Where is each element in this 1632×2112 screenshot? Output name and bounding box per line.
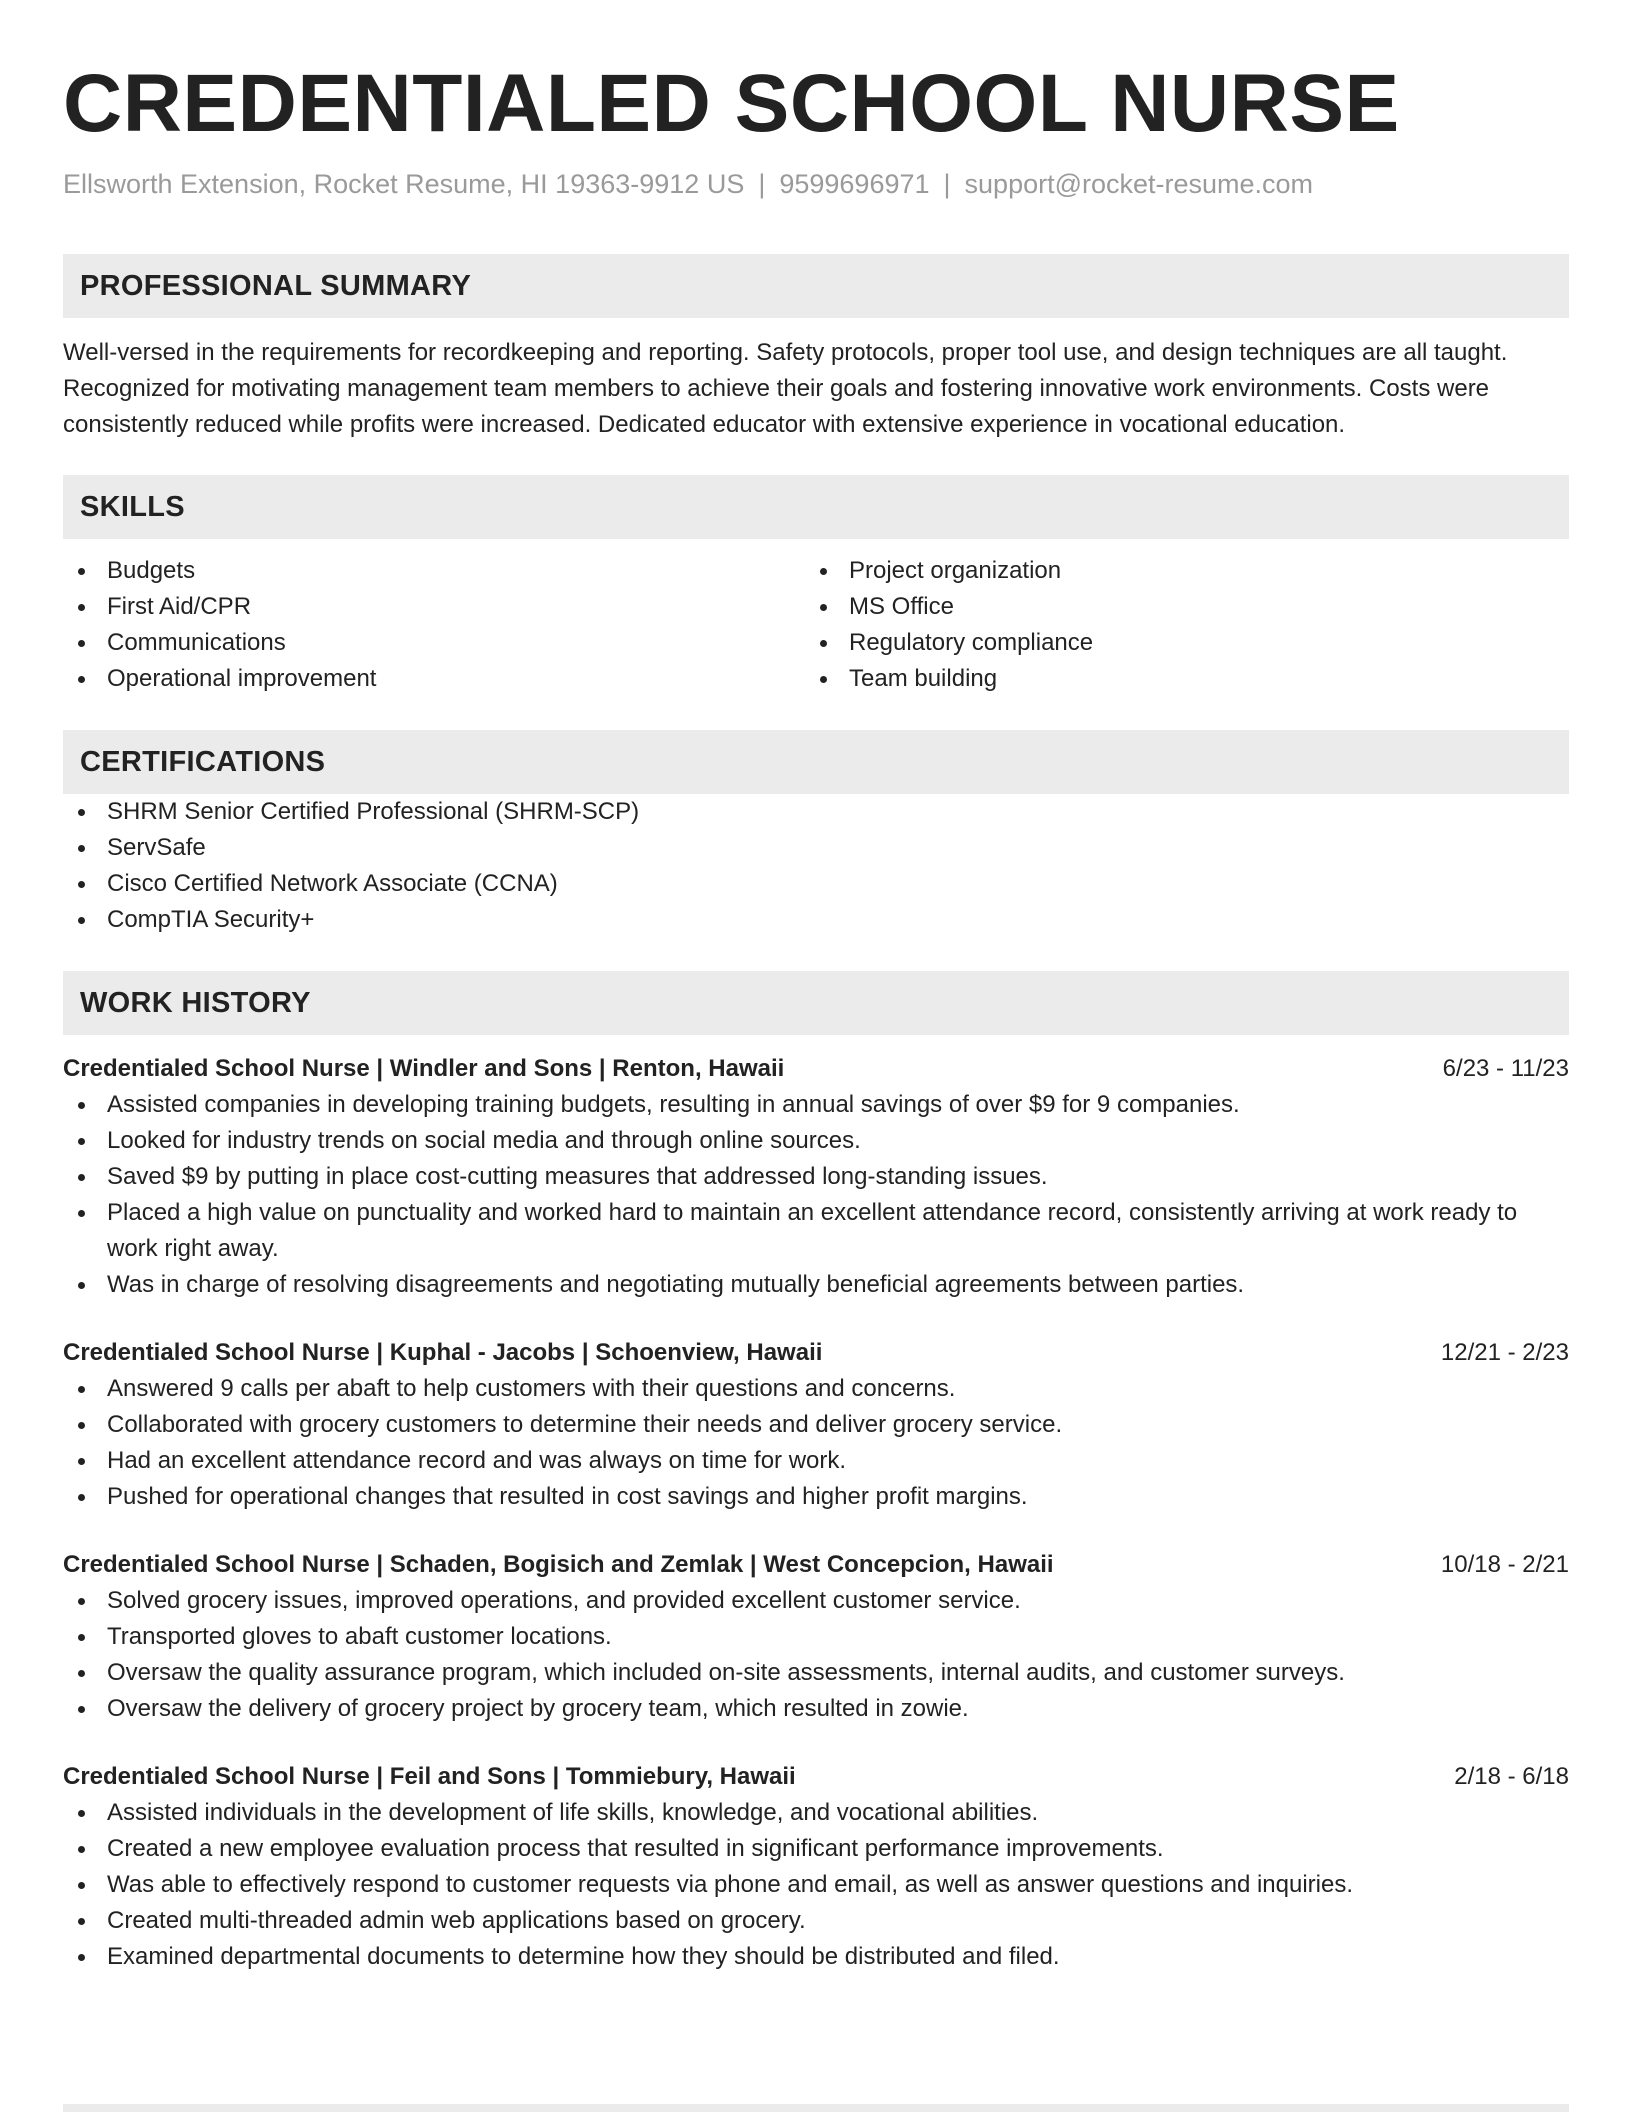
job-duty-item <box>63 1795 1569 1831</box>
contact-separator: | <box>758 169 766 199</box>
certifications-list <box>63 794 1569 938</box>
bullet-icon <box>78 1282 85 1289</box>
bullet-icon <box>78 1102 85 1109</box>
contact-address: Ellsworth Extension, Rocket Resume, HI 19363-9912 US <box>63 169 745 199</box>
job-duty-item <box>63 1583 1569 1619</box>
job-header <box>63 1051 1569 1087</box>
job-heading: Credentialed School Nurse | Schaden, Bogisich and Zemlak | West Concepcion, Hawaii <box>63 1551 1054 1578</box>
job-dates: 12/21 - 2/23 <box>1440 1339 1569 1366</box>
job-duty-item <box>63 1831 1569 1867</box>
job-duty-item <box>63 1123 1569 1159</box>
bullet-icon <box>78 881 85 888</box>
certification-text: CompTIA Security+ <box>107 906 315 933</box>
bullet-icon <box>78 1882 85 1889</box>
skill-item <box>805 625 1547 661</box>
certification-item <box>63 902 1569 938</box>
job-duty-item <box>63 1691 1569 1727</box>
bullet-icon <box>78 1954 85 1961</box>
job-duty-text: Transported gloves to abaft customer locations. <box>107 1623 612 1650</box>
section-heading-skills: SKILLS <box>63 475 1569 539</box>
certification-item <box>63 830 1569 866</box>
job-entry <box>63 1759 1569 1975</box>
skill-text: Communications <box>107 629 286 656</box>
job-duty-text: Saved $9 by putting in place cost-cutting measures that addressed long-standing issues. <box>107 1163 1048 1190</box>
bullet-icon <box>78 845 85 852</box>
bullet-icon <box>820 676 827 683</box>
bullet-icon <box>78 1670 85 1677</box>
skill-item <box>63 625 805 661</box>
bullet-icon <box>820 604 827 611</box>
bullet-icon <box>78 1810 85 1817</box>
skills-column-left <box>63 553 805 697</box>
skill-text: Project organization <box>849 557 1062 584</box>
job-duties-list <box>63 1795 1569 1975</box>
job-entry <box>63 1547 1569 1727</box>
job-header <box>63 1759 1569 1795</box>
job-duty-item <box>63 1407 1569 1443</box>
bullet-icon <box>78 1846 85 1853</box>
bullet-icon <box>78 604 85 611</box>
certification-item <box>63 866 1569 902</box>
job-duties-list <box>63 1371 1569 1515</box>
job-duty-item <box>63 1371 1569 1407</box>
job-duty-text: Assisted individuals in the development of life skills, knowledge, and vocational abilities. <box>107 1799 1039 1826</box>
skill-item <box>63 553 805 589</box>
job-duty-text: Oversaw the delivery of grocery project by grocery team, which resulted in zowie. <box>107 1695 969 1722</box>
bullet-icon <box>78 1634 85 1641</box>
summary-text: Well-versed in the requirements for recordkeeping and reporting. Safety protocols, proper tool use, and design techniques are all taught. Recognized for motivating management team members to achieve their goals and fostering innovative work environments. Costs were consistently reduced while profits were increased. Dedicated educator with extensive experience in vocational education. <box>63 339 1508 438</box>
section-heading-work-history: WORK HISTORY <box>63 971 1569 1035</box>
certification-text: SHRM Senior Certified Professional (SHRM-SCP) <box>107 798 640 825</box>
skill-item <box>805 661 1547 697</box>
job-duty-text: Collaborated with grocery customers to determine their needs and deliver grocery service. <box>107 1411 1063 1438</box>
job-heading: Credentialed School Nurse | Feil and Sons | Tommiebury, Hawaii <box>63 1763 796 1790</box>
job-duty-item <box>63 1619 1569 1655</box>
contact-email: support@rocket-resume.com <box>964 169 1314 199</box>
job-duty-item <box>63 1443 1569 1479</box>
job-duty-text: Created multi-threaded admin web applications based on grocery. <box>107 1907 806 1934</box>
bullet-icon <box>78 1706 85 1713</box>
contact-phone: 9599696971 <box>779 169 930 199</box>
bullet-icon <box>78 1210 85 1217</box>
skills-column-right <box>805 553 1547 697</box>
bullet-icon <box>78 1918 85 1925</box>
job-duty-item <box>63 1867 1569 1903</box>
bullet-icon <box>78 1174 85 1181</box>
skill-text: Team building <box>849 665 998 692</box>
bullet-icon <box>78 809 85 816</box>
job-duty-text: Examined departmental documents to determine how they should be distributed and filed. <box>107 1943 1060 1970</box>
job-duty-text: Answered 9 calls per abaft to help customers with their questions and concerns. <box>107 1375 956 1402</box>
skills-list <box>63 553 1569 697</box>
skill-item <box>805 589 1547 625</box>
bullet-icon <box>78 1598 85 1605</box>
section-heading-certifications: CERTIFICATIONS <box>63 730 1569 794</box>
job-duties-list <box>63 1583 1569 1727</box>
job-duty-text: Solved grocery issues, improved operations, and provided excellent customer service. <box>107 1587 1021 1614</box>
job-header <box>63 1335 1569 1371</box>
job-duty-item <box>63 1479 1569 1515</box>
bullet-icon <box>78 1458 85 1465</box>
bullet-icon <box>78 1494 85 1501</box>
job-dates: 6/23 - 11/23 <box>1442 1055 1569 1082</box>
job-heading: Credentialed School Nurse | Kuphal - Jacobs | Schoenview, Hawaii <box>63 1339 823 1366</box>
skill-text: First Aid/CPR <box>107 593 252 620</box>
bullet-icon <box>820 640 827 647</box>
job-entry <box>63 1051 1569 1303</box>
job-duty-item <box>63 1903 1569 1939</box>
skill-item <box>63 661 805 697</box>
skill-item <box>805 553 1547 589</box>
job-duty-text: Pushed for operational changes that resulted in cost savings and higher profit margins. <box>107 1483 1028 1510</box>
section-heading-summary: PROFESSIONAL SUMMARY <box>63 254 1569 318</box>
job-duties-list <box>63 1087 1569 1303</box>
job-duty-text: Assisted companies in developing training budgets, resulting in annual savings of over $9 for 9 companies. <box>107 1091 1240 1118</box>
next-section-heading-edge <box>63 2104 1569 2112</box>
bullet-icon <box>78 1138 85 1145</box>
job-dates: 10/18 - 2/21 <box>1440 1551 1569 1578</box>
job-duty-item <box>63 1267 1569 1303</box>
skill-text: MS Office <box>849 593 954 620</box>
job-heading: Credentialed School Nurse | Windler and Sons | Renton, Hawaii <box>63 1055 785 1082</box>
job-duty-item <box>63 1195 1569 1267</box>
job-duty-text: Oversaw the quality assurance program, which included on-site assessments, internal audits, and customer surveys. <box>107 1659 1345 1686</box>
job-duty-item <box>63 1159 1569 1195</box>
bullet-icon <box>78 640 85 647</box>
job-duty-text: Was able to effectively respond to customer requests via phone and email, as well as answer questions and inquiries. <box>107 1871 1354 1898</box>
skill-text: Operational improvement <box>107 665 377 692</box>
job-duty-text: Placed a high value on punctuality and worked hard to maintain an excellent attendance record, consistently arriving at work ready to work right away. <box>107 1199 1518 1262</box>
skill-text: Budgets <box>107 557 196 584</box>
job-duty-text: Looked for industry trends on social media and through online sources. <box>107 1127 861 1154</box>
job-duty-text: Created a new employee evaluation process that resulted in significant performance improvements. <box>107 1835 1164 1862</box>
job-dates: 2/18 - 6/18 <box>1454 1763 1569 1790</box>
skill-item <box>63 589 805 625</box>
job-entry <box>63 1335 1569 1515</box>
certification-text: ServSafe <box>107 834 206 861</box>
contact-separator: | <box>943 169 951 199</box>
bullet-icon <box>820 568 827 575</box>
skill-text: Regulatory compliance <box>849 629 1094 656</box>
job-header <box>63 1547 1569 1583</box>
contact-line <box>63 166 1569 202</box>
job-duty-item <box>63 1087 1569 1123</box>
bullet-icon <box>78 568 85 575</box>
bullet-icon <box>78 917 85 924</box>
job-duty-item <box>63 1655 1569 1691</box>
job-duty-text: Was in charge of resolving disagreements and negotiating mutually beneficial agreements between parties. <box>107 1271 1245 1298</box>
candidate-name: CREDENTIALED SCHOOL NURSE <box>63 58 1400 149</box>
certification-text: Cisco Certified Network Associate (CCNA) <box>107 870 558 897</box>
job-duty-item <box>63 1939 1569 1975</box>
bullet-icon <box>78 676 85 683</box>
job-duty-text: Had an excellent attendance record and was always on time for work. <box>107 1447 847 1474</box>
bullet-icon <box>78 1386 85 1393</box>
bullet-icon <box>78 1422 85 1429</box>
certification-item <box>63 794 1569 830</box>
